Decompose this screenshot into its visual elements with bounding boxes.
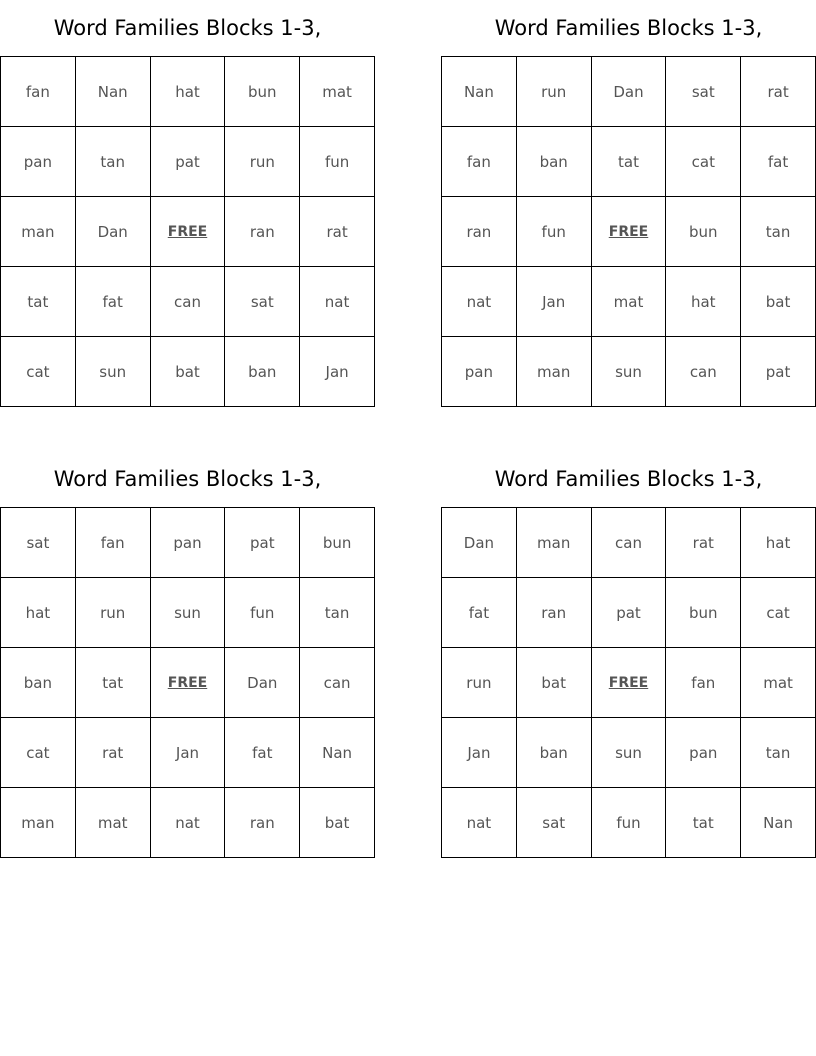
word-cell: sun [592,337,667,407]
word-cell: hat [741,508,816,578]
bingo-card-2 [441,0,816,407]
word-cell: man [1,788,76,858]
word-cell: can [592,508,667,578]
word-cell: sat [1,508,76,578]
word-cell: Nan [442,57,517,127]
word-cell: tat [76,648,151,718]
word-cell: pan [151,508,226,578]
word-cell: bat [300,788,375,858]
word-cell: fat [442,578,517,648]
card-title: Word Families Blocks 1-3, [494,467,763,491]
word-cell: Dan [442,508,517,578]
word-cell: Dan [592,57,667,127]
word-cell: fan [76,508,151,578]
word-cell: fun [592,788,667,858]
word-cell: sun [592,718,667,788]
word-cell: Nan [300,718,375,788]
free-space-cell: FREE [592,197,667,267]
word-cell: tat [666,788,741,858]
word-cell: pat [151,127,226,197]
word-cell: bat [741,267,816,337]
card-title: Word Families Blocks 1-3, [53,16,322,40]
word-cell: ran [442,197,517,267]
word-cell: fan [442,127,517,197]
word-cell: run [442,648,517,718]
word-cell: run [76,578,151,648]
word-cell: cat [666,127,741,197]
word-cell: ban [225,337,300,407]
bingo-grid [0,56,375,407]
word-cell: pan [666,718,741,788]
word-cell: Jan [151,718,226,788]
word-cell: bat [517,648,592,718]
word-cell: tat [592,127,667,197]
word-cell: rat [666,508,741,578]
word-cell: run [517,57,592,127]
word-cell: pat [225,508,300,578]
word-cell: tan [741,197,816,267]
word-cell: bun [666,578,741,648]
bingo-grid [441,56,816,407]
word-cell: fat [225,718,300,788]
bingo-grid [0,507,375,858]
word-cell: Jan [517,267,592,337]
word-cell: man [517,508,592,578]
card-title: Word Families Blocks 1-3, [53,467,322,491]
word-cell: tan [741,718,816,788]
word-cell: sun [151,578,226,648]
word-cell: Nan [741,788,816,858]
word-cell: Jan [442,718,517,788]
free-space-cell: FREE [592,648,667,718]
word-cell: fan [666,648,741,718]
word-cell: nat [300,267,375,337]
word-cell: fun [225,578,300,648]
word-cell: Dan [76,197,151,267]
word-cell: bun [225,57,300,127]
word-cell: cat [1,337,76,407]
word-cell: fat [76,267,151,337]
bingo-grid [441,507,816,858]
word-cell: fun [300,127,375,197]
bingo-card-4 [441,451,816,858]
word-cell: tan [300,578,375,648]
bingo-card-1 [0,0,375,407]
word-cell: ran [517,578,592,648]
word-cell: nat [151,788,226,858]
word-cell: bat [151,337,226,407]
word-cell: can [151,267,226,337]
word-cell: mat [300,57,375,127]
free-space-cell: FREE [151,648,226,718]
word-cell: sat [666,57,741,127]
word-cell: sun [76,337,151,407]
word-cell: sat [225,267,300,337]
word-cell: pat [592,578,667,648]
bingo-card-3 [0,451,375,858]
word-cell: rat [76,718,151,788]
word-cell: can [666,337,741,407]
word-cell: hat [151,57,226,127]
card-title: Word Families Blocks 1-3, [494,16,763,40]
word-cell: nat [442,267,517,337]
word-cell: nat [442,788,517,858]
word-cell: man [1,197,76,267]
word-cell: fan [1,57,76,127]
word-cell: man [517,337,592,407]
word-cell: rat [300,197,375,267]
word-cell: fat [741,127,816,197]
word-cell: ban [517,127,592,197]
word-cell: fun [517,197,592,267]
word-cell: Jan [300,337,375,407]
free-space-cell: FREE [151,197,226,267]
word-cell: Dan [225,648,300,718]
word-cell: tat [1,267,76,337]
word-cell: Nan [76,57,151,127]
word-cell: pan [442,337,517,407]
word-cell: ran [225,788,300,858]
word-cell: mat [592,267,667,337]
word-cell: hat [1,578,76,648]
word-cell: mat [76,788,151,858]
word-cell: sat [517,788,592,858]
word-cell: tan [76,127,151,197]
word-cell: bun [666,197,741,267]
word-cell: mat [741,648,816,718]
word-cell: ran [225,197,300,267]
word-cell: rat [741,57,816,127]
word-cell: bun [300,508,375,578]
word-cell: ban [517,718,592,788]
word-cell: ban [1,648,76,718]
word-cell: hat [666,267,741,337]
word-cell: can [300,648,375,718]
word-cell: cat [741,578,816,648]
word-cell: cat [1,718,76,788]
word-cell: pan [1,127,76,197]
word-cell: pat [741,337,816,407]
word-cell: run [225,127,300,197]
